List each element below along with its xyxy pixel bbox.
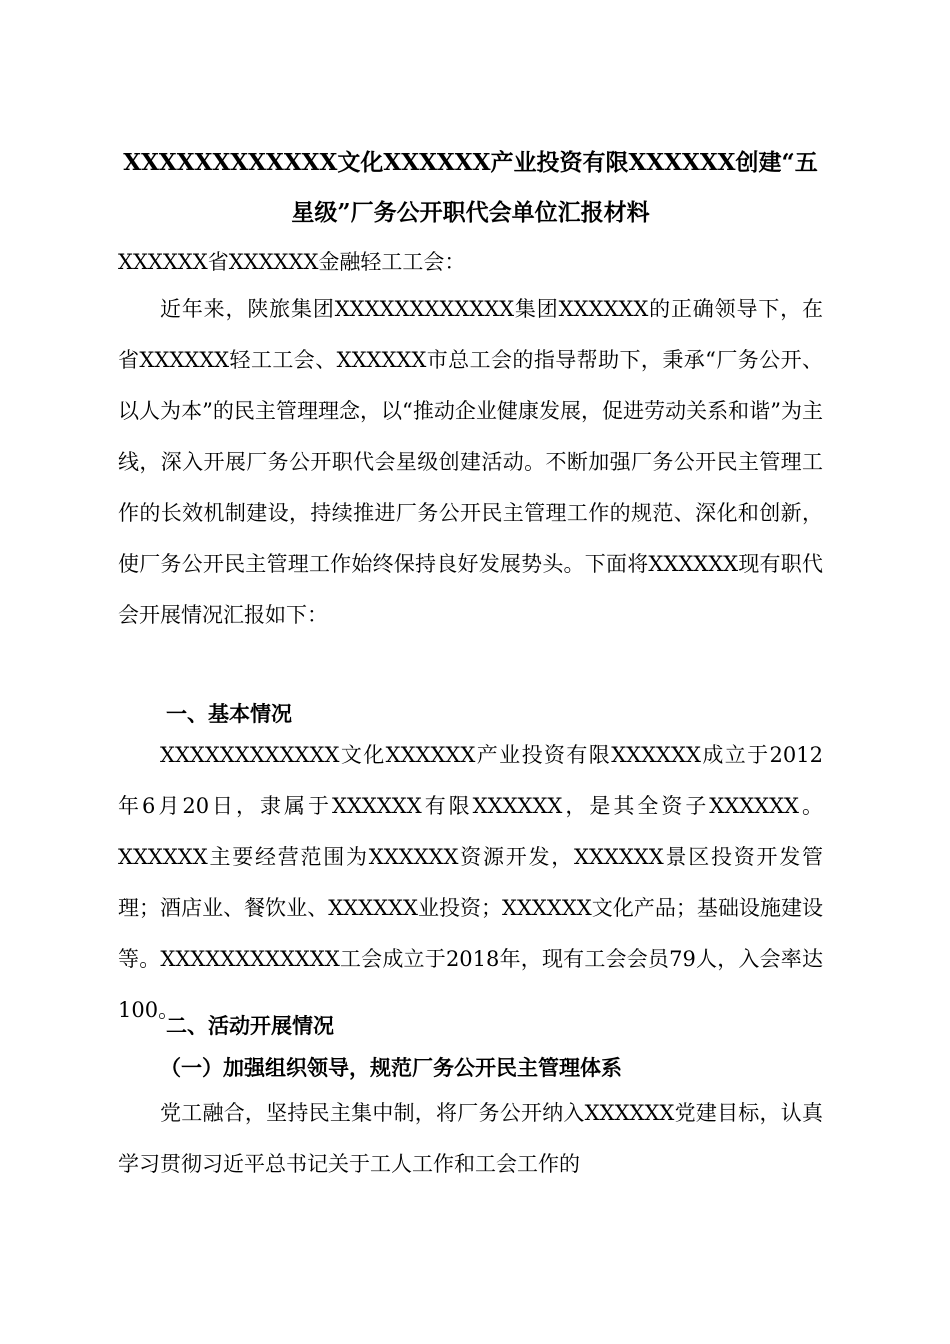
section-heading-activities: 二、活动开展情况 bbox=[166, 1013, 334, 1038]
section-heading-basic-info: 一、基本情况 bbox=[166, 701, 292, 726]
organization-paragraph: 党工融合，坚持民主集中制，将厂务公开纳入XXXXXX党建目标，认真学习贯彻习近平总书记关于工人工作和工会工作的 bbox=[118, 1101, 823, 1176]
intro-paragraph: 近年来，陕旅集团XXXXXXXXXXXX集团XXXXXX的正确领导下，在省XXXXXX轻工工会、XXXXXX市总工会的指导帮助下，秉承“厂务公开、以人为本”的民主管理理念，以“推动企业健康发展，促进劳动关系和谐”为主线，深入开展厂务公开职代会星级创建活动。不断加强厂务公开民主管理工作的长效机制建设，持续推进厂务公开民主管理工作的规范、深化和创新，使厂务公开民主管理工作始终保持良好发展势头。下面将XXXXXX现有职代会开展情况汇报如下： bbox=[118, 297, 823, 627]
salutation: XXXXXX省XXXXXX金融轻工工会： bbox=[118, 250, 466, 274]
subsection-heading-organization: （一）加强组织领导，规范厂务公开民主管理体系 bbox=[160, 1055, 622, 1080]
document-title: XXXXXXXXXXXX文化XXXXXX产业投资有限XXXXXX创建“五星级”厂务公开职代会单位汇报材料 bbox=[123, 149, 818, 226]
basic-info-paragraph: XXXXXXXXXXXX文化XXXXXX产业投资有限XXXXXX成立于2012年6月20日，隶属于XXXXXX有限XXXXXX，是其全资子XXXXXX。XXXXXX主要经营范围为XXXXXX资源开发，XXXXXX景区投资开发管理；酒店业、餐饮业、XXXXXX业投资；XXXXXX文化产品；基础设施建设等。XXXXXXXXXXXX工会成立于2018年，现有工会会员79人，入会率达100。 bbox=[118, 743, 823, 1022]
